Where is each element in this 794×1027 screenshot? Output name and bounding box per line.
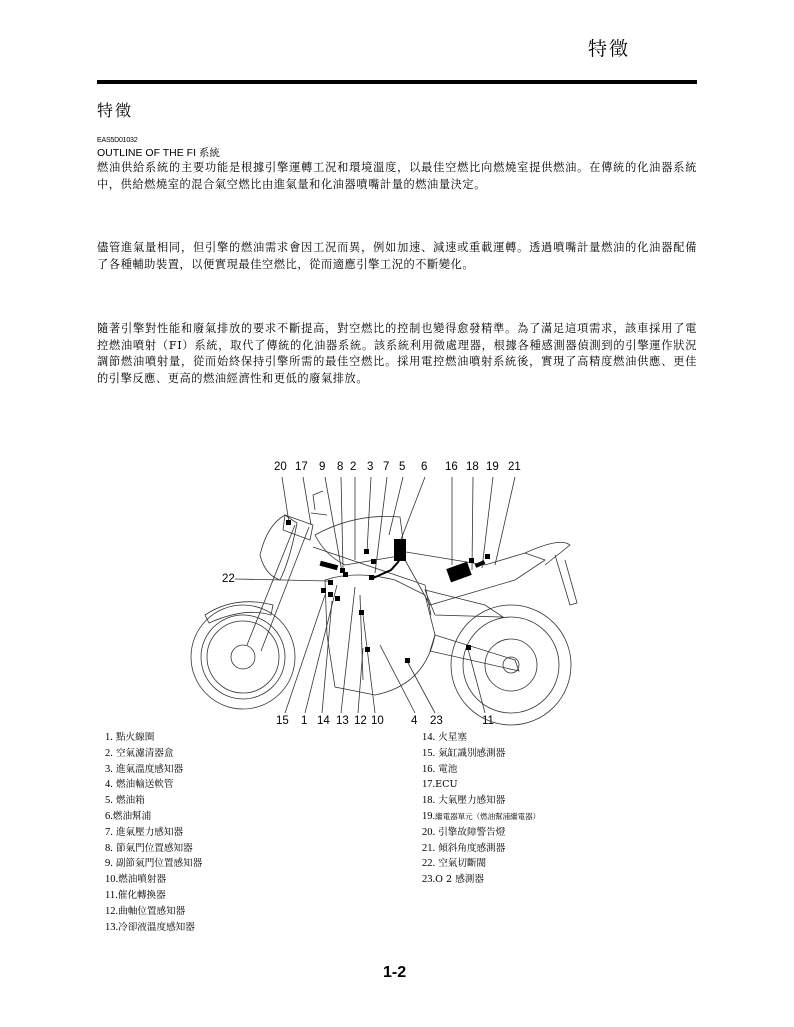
- callout-14: 14: [317, 715, 330, 727]
- legend-item-7: 7. 進氣壓力感知器: [105, 826, 184, 838]
- callout-13: 13: [336, 715, 349, 727]
- callout-4: 4: [411, 715, 418, 727]
- legend-item-20: 20. 引擎故障警告燈: [422, 826, 506, 838]
- callout-10: 10: [371, 715, 384, 727]
- callout-20: 20: [274, 461, 287, 473]
- callout-11: 11: [482, 715, 494, 727]
- document-code: EAS5D01032: [97, 137, 138, 144]
- callout-19: 19: [486, 461, 499, 473]
- legend-left: [105, 730, 202, 935]
- legend-item-5: 5. 燃油箱: [105, 795, 145, 807]
- legend-item-8: 8. 節氣門位置感知器: [105, 842, 193, 854]
- legend-item-2: 2. 空氣濾清器盒: [105, 747, 174, 759]
- legend-item-22: 22. 空氣切斷閥: [422, 858, 487, 870]
- callout-3: 3: [367, 461, 374, 473]
- callout-7: 7: [383, 461, 390, 473]
- motorcycle-line-art: [185, 455, 615, 730]
- legend-item-12: 12.曲軸位置感知器: [105, 905, 186, 917]
- callout-16: 16: [445, 461, 458, 473]
- callout-17: 17: [295, 461, 308, 473]
- legend-item-13: 13.冷卻液溫度感知器: [105, 921, 195, 933]
- legend-item-18: 18. 大氣壓力感知器: [422, 795, 506, 807]
- paragraph-1: 燃油供給系統的主要功能是根據引擎運轉工況和環境溫度，以最佳空燃比向燃燒室提供燃油。在傳統的化油器系統中，供給燃燒室的混合氣空燃比由進氣量和化油器噴嘴計量的燃油量決定。: [97, 161, 697, 191]
- callout-15: 15: [276, 715, 289, 727]
- callout-6: 6: [421, 461, 428, 473]
- callout-8: 8: [337, 461, 344, 473]
- callout-12: 12: [354, 715, 367, 727]
- legend-item-15: 15. 氣缸識別感測器: [422, 747, 506, 759]
- callout-1: 1: [301, 715, 308, 727]
- section-title: 特徵: [97, 101, 134, 120]
- legend-item-16: 16. 電池: [422, 763, 458, 775]
- legend-item-17: 17.ECU: [422, 779, 458, 791]
- motorcycle-diagram: [185, 455, 615, 730]
- callout-22: 22: [222, 573, 235, 585]
- page-number: 1-2: [383, 964, 407, 981]
- header-rule: [97, 80, 697, 84]
- callout-18: 18: [466, 461, 479, 473]
- paragraph-3: 隨著引擎對性能和廢氣排放的要求不斷提高，對空燃比的控制也變得愈發精準。為了滿足這項需求，該車採用了電控燃油噴射（FI）系統，取代了傳統的化油器系統。該系統利用微處理器，根據各種感測器偵測到的引擎運作狀況調節燃油噴射量，從而始終保持引擎所需的最佳空燃比。採用電控燃油噴射系統後，實現了高精度燃油供應、更佳的引擎反應、更高的燃油經濟性和更低的廢氣排放。: [97, 322, 697, 385]
- legend-item-11: 11.催化轉換器: [105, 889, 166, 901]
- callout-2: 2: [350, 461, 357, 473]
- header-title: 特徵: [588, 38, 631, 60]
- callout-9: 9: [319, 461, 326, 473]
- legend-right: [422, 730, 540, 888]
- callout-5: 5: [399, 461, 406, 473]
- legend-item-9: 9. 副節氣門位置感知器: [105, 858, 203, 870]
- legend-item-1: 1. 點火線圈: [105, 732, 155, 743]
- legend-item-19: 19.繼電器單元（燃油幫浦繼電器）: [422, 810, 541, 822]
- paragraph-2: 儘管進氣量相同，但引擎的燃油需求會因工況而異，例如加速、減速或重載運轉。透過噴嘴計量燃油的化油器配備了各種輔助裝置，以便實現最佳空燃比，從而適應引擎工況的不斷變化。: [97, 241, 697, 271]
- legend-item-14: 14. 火星塞: [422, 732, 467, 743]
- legend-item-6: 6.燃油幫浦: [105, 810, 152, 822]
- legend-item-23: 23.O 2 感測器: [422, 874, 484, 886]
- legend-item-3: 3. 進氣溫度感知器: [105, 763, 184, 775]
- subsection-title: OUTLINE OF THE FI 系統: [97, 147, 220, 159]
- callout-21: 21: [508, 461, 521, 473]
- legend-item-4: 4. 燃油輸送軟管: [105, 779, 174, 791]
- legend-item-21: 21. 傾斜角度感測器: [422, 842, 506, 854]
- callout-23: 23: [430, 715, 443, 727]
- legend-item-10: 10.燃油噴射器: [105, 874, 167, 886]
